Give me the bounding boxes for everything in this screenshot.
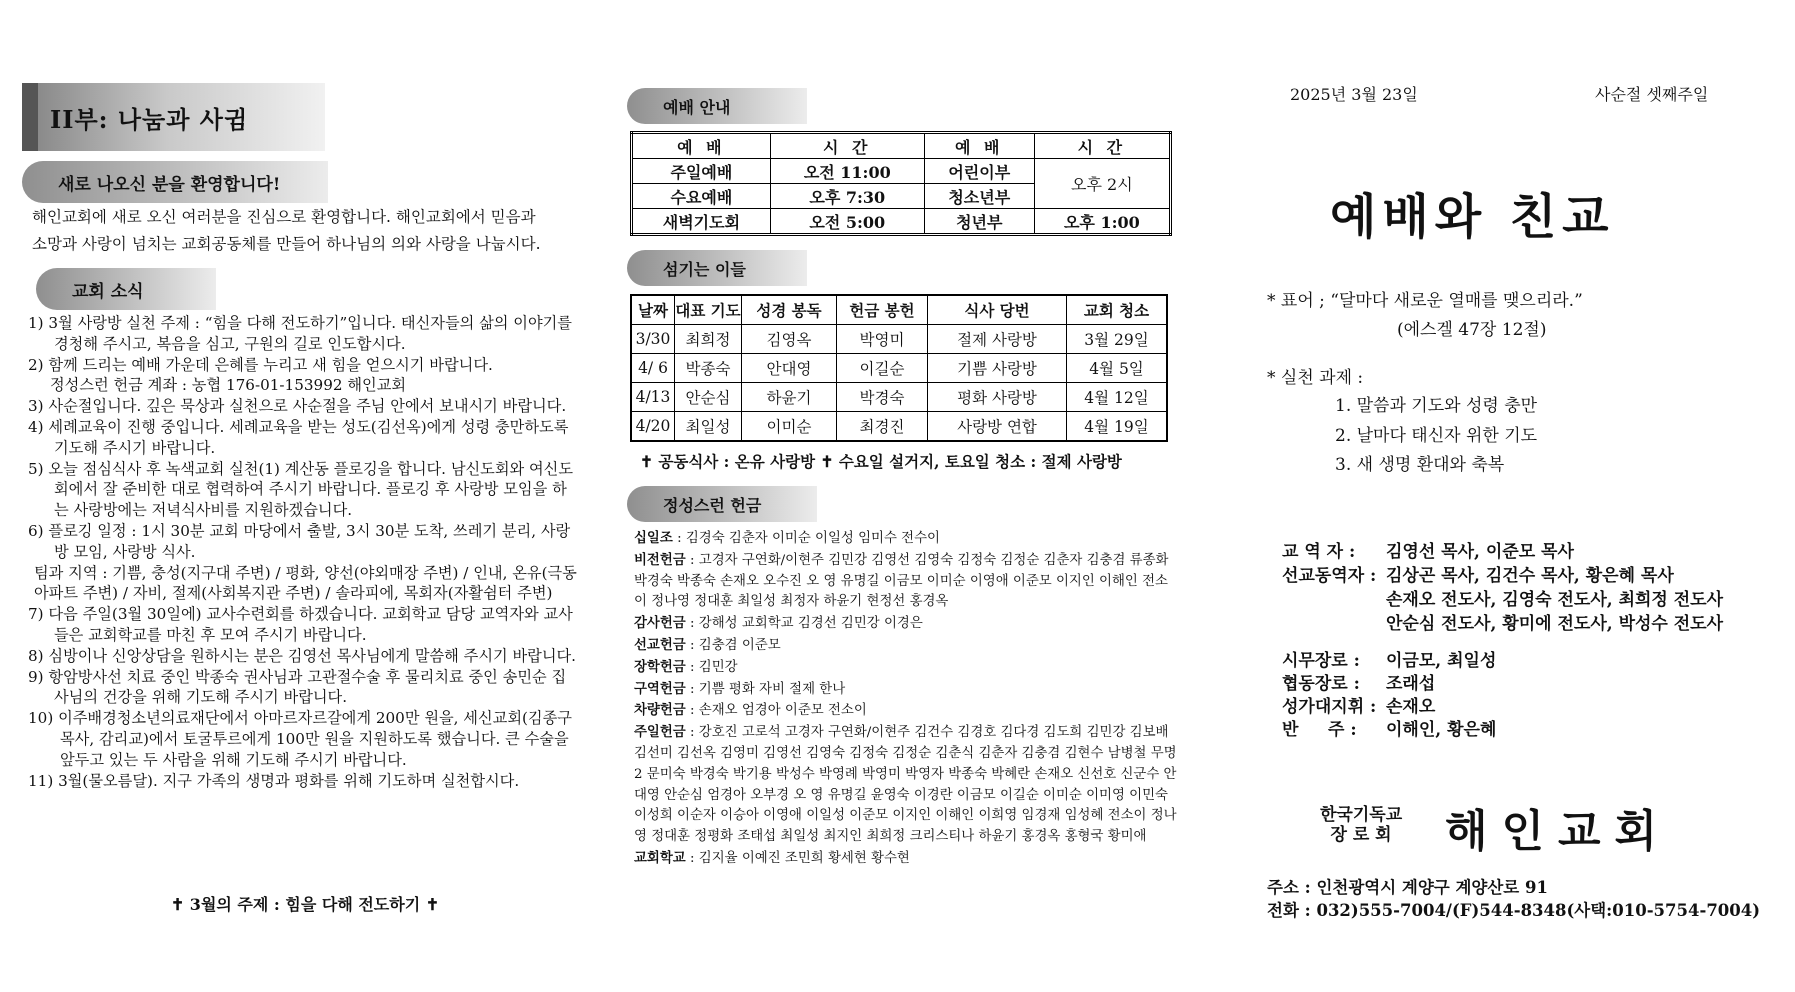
worship-header-row xyxy=(632,133,1171,159)
offering-names: : 김충겸 이준모 xyxy=(685,637,781,653)
offering-account: 정성스런 헌금 계좌 : 농협 176-01-153992 해인교회 xyxy=(50,376,407,395)
servers-cell: 최희정 xyxy=(675,325,742,354)
servers-cell: 4/20 xyxy=(631,412,675,442)
worship-cell: 오후 2시 xyxy=(1034,159,1170,209)
offering-label: 선교헌금 xyxy=(634,636,686,653)
list-item xyxy=(1282,564,1723,588)
staff-role: 선교동역자 : xyxy=(1282,566,1377,586)
offering-names: : 김민강 xyxy=(685,659,738,675)
offering-names: : 손재오 엄경아 이준모 전소이 xyxy=(685,703,867,719)
staff-names: 안순심 전도사, 황미에 전도사, 박성수 전도사 xyxy=(1386,614,1724,634)
elder-role: 반 주 : xyxy=(1282,720,1357,740)
servers-cell: 절제 사랑방 xyxy=(928,325,1067,354)
list-item xyxy=(634,722,1179,848)
servers-cell: 4/13 xyxy=(631,383,675,412)
table-row xyxy=(631,325,1167,354)
servers-cell: 4월 12일 xyxy=(1067,383,1168,412)
offering-label: 교회학교 xyxy=(634,849,686,866)
news-item: 3) 사순절입니다. 깊은 묵상과 실천으로 사순절을 주님 안에서 보내시기 바랍니다. xyxy=(28,397,567,416)
worship-header: 예배 안내 xyxy=(627,88,807,124)
servers-cell: 4월 5일 xyxy=(1067,354,1168,383)
list-item xyxy=(634,700,1179,722)
worship-col: 시 간 xyxy=(770,133,924,159)
church-name: 해인교회 xyxy=(1445,806,1672,857)
news-header: 교회 소식 xyxy=(36,268,216,310)
welcome-header: 새로 나오신 분을 환영합니다! xyxy=(22,161,328,203)
servers-cell: 안순심 xyxy=(675,383,742,412)
denomination-line: 한국기독교 xyxy=(1320,805,1403,825)
address: 주소 : 인천광역시 계양구 계양산로 91 xyxy=(1267,878,1548,897)
offering-list xyxy=(634,528,1179,870)
servers-cell: 김영옥 xyxy=(742,325,837,354)
table-row xyxy=(632,209,1171,235)
servers-cell: 이길순 xyxy=(837,354,928,383)
elder-role: 협동장로 : xyxy=(1282,674,1360,694)
table-row xyxy=(631,354,1167,383)
worship-cell: 청소년부 xyxy=(924,184,1034,209)
servers-cell: 박종숙 xyxy=(675,354,742,383)
news-item: 1) 3월 사랑방 실천 주제 : “힘을 다해 전도하기”입니다. 태신자들의 삶의 이야기를 경청해 주시고, 복음을 심고, 구원의 길로 인도합시다. xyxy=(28,314,572,353)
part-title: II부: 나눔과 사귐 xyxy=(22,83,325,151)
welcome-line: 소망과 사랑이 넘치는 교회공동체를 만들어 하나님의 의와 사랑을 나눕시다. xyxy=(32,235,541,253)
staff-role xyxy=(1282,612,1386,636)
worship-cell: 수요예배 xyxy=(632,184,771,209)
elder-role: 성가대지휘 : xyxy=(1282,697,1377,717)
servers-cell: 사랑방 연합 xyxy=(928,412,1067,442)
liturgical-season: 사순절 셋째주일 xyxy=(1595,85,1709,104)
list-item xyxy=(1282,696,1496,719)
worship-cell: 오후 1:00 xyxy=(1034,209,1170,235)
contact-info xyxy=(1267,876,1760,922)
servers-cell: 최경진 xyxy=(837,412,928,442)
news-list xyxy=(28,313,580,791)
worship-cell: 어린이부 xyxy=(924,159,1034,184)
motto-reference: (에스겔 47장 12절) xyxy=(1397,320,1547,340)
list-item xyxy=(634,528,1179,550)
elders-list xyxy=(1282,650,1496,742)
worship-table xyxy=(630,131,1172,236)
elder-names: 이해인, 황은혜 xyxy=(1386,720,1497,740)
offering-names: : 김지율 이예진 조민희 황세현 황수현 xyxy=(685,850,910,866)
staff-names: 김영선 목사, 이준모 목사 xyxy=(1386,542,1574,562)
list-item xyxy=(1282,588,1723,612)
list-item xyxy=(1282,673,1496,696)
servers-cell: 4월 19일 xyxy=(1067,412,1168,442)
elder-names: 조래섭 xyxy=(1386,674,1436,694)
bulletin-date: 2025년 3월 23일 xyxy=(1290,85,1418,104)
worship-cell: 청년부 xyxy=(924,209,1034,235)
news-item: 4) 세례교육이 진행 중입니다. 세례교육을 받는 성도(김선옥)에게 성령 충만하도록 기도해 주시기 바랍니다. xyxy=(28,417,569,457)
list-item: 2. 날마다 태신자 위한 기도 xyxy=(1335,425,1538,446)
offering-label: 장학헌금 xyxy=(634,658,686,675)
servers-col: 헌금 봉헌 xyxy=(837,295,928,325)
servers-cell: 최일성 xyxy=(675,412,742,442)
servers-table xyxy=(630,294,1168,442)
servers-col: 날짜 xyxy=(631,295,675,325)
servers-cell: 기쁨 사랑방 xyxy=(928,354,1067,383)
list-item xyxy=(634,657,1179,679)
page-title: 예배와 친교 xyxy=(1330,189,1615,245)
motto: * 표어 ; “달마다 새로운 열매를 맺으리라.” xyxy=(1267,291,1583,311)
list-item xyxy=(634,679,1179,701)
list-item xyxy=(634,848,1179,870)
worship-cell: 오전 11:00 xyxy=(770,159,924,184)
servers-cell: 평화 사랑방 xyxy=(928,383,1067,412)
worship-cell: 주일예배 xyxy=(632,159,771,184)
servers-col: 식사 당번 xyxy=(928,295,1067,325)
list-item xyxy=(1282,540,1723,564)
news-item: 2) 함께 드리는 예배 가운데 은혜를 누리고 새 힘을 얻으시기 바랍니다. xyxy=(28,355,493,374)
servers-cell: 이미순 xyxy=(742,412,837,442)
staff-names: 손재오 전도사, 김영숙 전도사, 최희정 전도사 xyxy=(1386,590,1724,610)
news-item: 6) 플로깅 일정 : 1시 30분 교회 마당에서 출발, 3시 30분 도착, 쓰레기 분리, 사랑방 모임, 사랑방 식사. xyxy=(28,521,571,561)
servers-cell: 하윤기 xyxy=(742,383,837,412)
news-item: 5) 오늘 점심식사 후 녹색교회 실천(1) 계산동 플로깅을 합니다. 남신도회와 여신도회에서 잘 준비한 대로 협력하여 주시기 바랍니다. 플로깅 후 사랑방 모임을 하는 사랑방에는 저녁식사비를 지원하겠습니다. xyxy=(28,459,574,520)
offering-label: 비전헌금 xyxy=(634,551,686,568)
welcome-line: 해인교회에 새로 오신 여러분을 진심으로 환영합니다. 해인교회에서 믿음과 xyxy=(32,208,536,226)
news-item: 11) 3월(물오름달). 지구 가족의 생명과 평화를 위해 기도하며 실천합시다. xyxy=(28,771,520,790)
list-item xyxy=(634,550,1179,613)
tasks-list xyxy=(1335,392,1537,481)
list-item xyxy=(1282,650,1496,673)
worship-col: 시 간 xyxy=(1034,133,1170,159)
offering-header: 정성스런 헌금 xyxy=(627,486,817,522)
offering-label: 구역헌금 xyxy=(634,680,686,697)
servers-cell: 박경숙 xyxy=(837,383,928,412)
servers-cell: 4/ 6 xyxy=(631,354,675,383)
offering-names: : 강해성 교회학교 김경선 김민강 이경은 xyxy=(685,616,923,632)
elder-names: 이금모, 최일성 xyxy=(1386,651,1497,671)
servers-note: ✝ 공동식사 : 온유 사랑방 ✝ 수요일 설거지, 토요일 청소 : 절제 사랑방 xyxy=(640,452,1122,471)
servers-cell: 3월 29일 xyxy=(1067,325,1168,354)
staff-list xyxy=(1282,540,1723,636)
table-row xyxy=(631,383,1167,412)
tasks-label: * 실천 과제 : xyxy=(1267,368,1364,388)
worship-cell: 오후 7:30 xyxy=(770,184,924,209)
news-item: 9) 항암방사선 치료 중인 박종숙 권사님과 고관절수술 후 물리치료 중인 송민순 집사님의 건강을 위해 기도해 주시기 바랍니다. xyxy=(28,667,567,707)
table-row xyxy=(632,159,1171,184)
denomination xyxy=(1320,805,1402,845)
worship-col: 예 배 xyxy=(632,133,771,159)
offering-label: 주일헌금 xyxy=(634,724,686,741)
list-item: 1. 말씀과 기도와 성령 충만 xyxy=(1335,396,1538,416)
phone: 전화 : 032)555-7004/(F)544-8348(사택:010-5754-7004) xyxy=(1267,901,1761,920)
staff-role: 교 역 자 : xyxy=(1282,542,1356,562)
servers-cell: 박영미 xyxy=(837,325,928,354)
offering-names: : 기쁨 평화 자비 절제 한나 xyxy=(685,681,846,697)
staff-role xyxy=(1282,588,1386,612)
servers-col: 성경 봉독 xyxy=(742,295,837,325)
elder-names: 손재오 xyxy=(1386,697,1436,717)
denomination-line: 장 로 회 xyxy=(1330,825,1392,845)
worship-cell: 새벽기도회 xyxy=(632,209,771,235)
servers-col: 교회 청소 xyxy=(1067,295,1168,325)
staff-names: 김상곤 목사, 김건수 목사, 황은혜 목사 xyxy=(1386,566,1674,586)
news-item: 7) 다음 주일(3월 30일에) 교사수련회를 하겠습니다. 교회학교 담당 교역자와 교사들은 교회학교를 마친 후 모여 주시기 바랍니다. xyxy=(28,605,573,644)
offering-label: 차량헌금 xyxy=(634,702,686,719)
list-item xyxy=(634,635,1179,657)
offering-names: : 김경숙 김춘자 이미순 이일성 임미수 전수이 xyxy=(672,531,940,546)
servers-col: 대표 기도 xyxy=(675,295,742,325)
monthly-theme: ✝ 3월의 주제 : 힘을 다해 전도하기 ✝ xyxy=(170,895,440,914)
plogging-teams: 팀과 지역 : 기쁨, 충성(지구대 주변) / 평화, 양선(야외매장 주변) / 인내, 온유(극동아파트 주변) / 자비, 절제(사회복지관 주변) / 솔라피에, 목회자(자활쉼터 주변) xyxy=(34,563,577,603)
news-item: 8) 심방이나 신앙상담을 원하시는 분은 김영선 목사님에게 말씀해 주시기 바랍니다. xyxy=(28,646,577,665)
offering-names: : 강호진 고로석 고경자 구연화/이현주 김건수 김경호 김다경 김도희 김민강 김보배 김선미 김선옥 김영미 김영선 김영숙 김정숙 김정순 김춘식 김춘자 김충겸 김현수 남병철 무명2 문미숙 박경숙 박기용 박성수 박영례 박영미 박영자 박종숙 박혜란 손재오 신선호 신군수 안대영 안순심 엄경아 오부경 오 영 유명길 윤영숙 이경란 이금모 이길순 이미순 이미영 이민숙 이성희 이순자 이승아 이영애 이일성 이준모 이지인 이해인 이희영 임경재 임성혜 전소이 정나영 정대훈 정평화 조태섭 최일성 최지인 최희정 크리스티나 하윤기 홍경옥 홍형국 황미애 xyxy=(634,725,1177,845)
offering-label: 감사헌금 xyxy=(634,615,686,632)
list-item xyxy=(1282,612,1723,636)
servers-cell: 안대영 xyxy=(742,354,837,383)
servers-header-row xyxy=(631,295,1167,325)
servers-cell: 3/30 xyxy=(631,325,675,354)
list-item xyxy=(634,613,1179,635)
welcome-text xyxy=(32,204,590,258)
worship-cell: 오전 5:00 xyxy=(770,209,924,235)
table-row xyxy=(631,412,1167,442)
worship-col: 예 배 xyxy=(924,133,1034,159)
elder-role: 시무장로 : xyxy=(1282,651,1360,671)
offering-label: 십일조 xyxy=(634,530,673,546)
list-item xyxy=(1282,719,1496,742)
news-item: 10) 이주배경청소년의료재단에서 아마르자르갈에게 200만 원을, 세신교회(김종구 목사, 감리교)에서 토굴투르에게 100만 원을 지원하도록 했습니다. 큰 수술을 앞두고 있는 두 사람을 위해 기도해 주시기 바랍니다. xyxy=(28,709,572,769)
list-item: 3. 새 생명 환대와 축복 xyxy=(1335,455,1505,475)
servers-header: 섬기는 이들 xyxy=(627,250,807,286)
offering-names: : 고경자 구연화/이현주 김민강 김영선 김영숙 김정숙 김정순 김춘자 김충겸 류종화 박경숙 박종숙 손재오 오수진 오 영 유명길 이금모 이미순 이영애 이준모 이지인 이해인 전소이 정나영 정대훈 최일성 최정자 하윤기 현정선 홍경옥 xyxy=(634,552,1169,610)
